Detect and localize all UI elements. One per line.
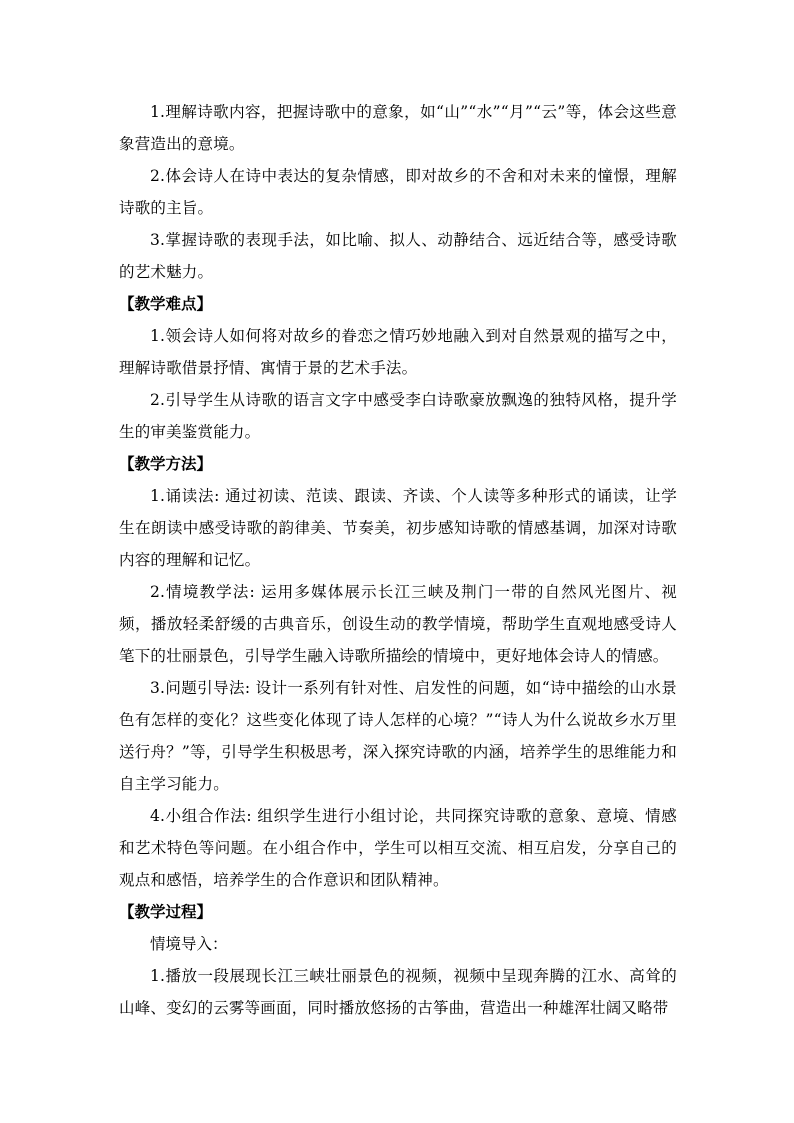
method-item-3: 3.问题引导法: 设计一系列有针对性、启发性的问题，如“诗中描绘的山水景色有怎样的变化？这些变化体现了诗人怎样的心境？”“诗人为什么说故乡水万里送行舟？”等，引导学生积极思考，深入探究诗歌的内涵，培养学生的思维能力和自主学习能力。 — [119, 679, 677, 793]
goal-item-1: 1.理解诗歌内容，把握诗歌中的意象，如“山”“水”“月”“云”等，体会这些意象营造出的意境。 — [119, 103, 677, 153]
process-item-1: 1.播放一段展现长江三峡壮丽景色的视频，视频中呈现奔腾的江水、高耸的山峰、变幻的云雾等画面，同时播放悠扬的古筝曲，营造出一种雄浑壮阔又略带 — [119, 967, 677, 1017]
method-item-2: 2.情境教学法: 运用多媒体展示长江三峡及荆门一带的自然风光图片、视频，播放轻柔舒缓的古典音乐，创设生动的教学情境，帮助学生直观地感受诗人笔下的壮丽景色，引导学生融入诗歌所描绘的情境中，更好地体会诗人的情感。 — [119, 583, 677, 665]
method-item-1: 1.诵读法: 通过初读、范读、跟读、齐读、个人读等多种形式的诵读，让学生在朗读中感受诗歌的韵律美、节奏美，初步感知诗歌的情感基调，加深对诗歌内容的理解和记忆。 — [119, 487, 677, 569]
goal-item-3: 3.掌握诗歌的表现手法，如比喻、拟人、动静结合、远近结合等，感受诗歌的艺术魅力。 — [119, 231, 677, 281]
method-item-4: 4.小组合作法: 组织学生进行小组讨论，共同探究诗歌的意象、意境、情感和艺术特色等问题。在小组合作中，学生可以相互交流、相互启发，分享自己的观点和感悟，培养学生的合作意识和团队精神。 — [119, 807, 677, 889]
difficulty-item-2: 2.引导学生从诗歌的语言文字中感受李白诗歌豪放飘逸的独特风格，提升学生的审美鉴赏能力。 — [119, 391, 677, 441]
difficulties-heading: 【教学难点】 — [119, 295, 213, 313]
document-body — [119, 96, 677, 1024]
process-subheading: 情境导入： — [150, 935, 228, 953]
process-heading: 【教学过程】 — [119, 903, 213, 921]
methods-heading: 【教学方法】 — [119, 455, 213, 473]
goal-item-2: 2.体会诗人在诗中表达的复杂情感，即对故乡的不舍和对未来的憧憬，理解诗歌的主旨。 — [119, 167, 677, 217]
difficulty-item-1: 1.领会诗人如何将对故乡的眷恋之情巧妙地融入到对自然景观的描写之中，理解诗歌借景抒情、寓情于景的艺术手法。 — [119, 327, 677, 377]
